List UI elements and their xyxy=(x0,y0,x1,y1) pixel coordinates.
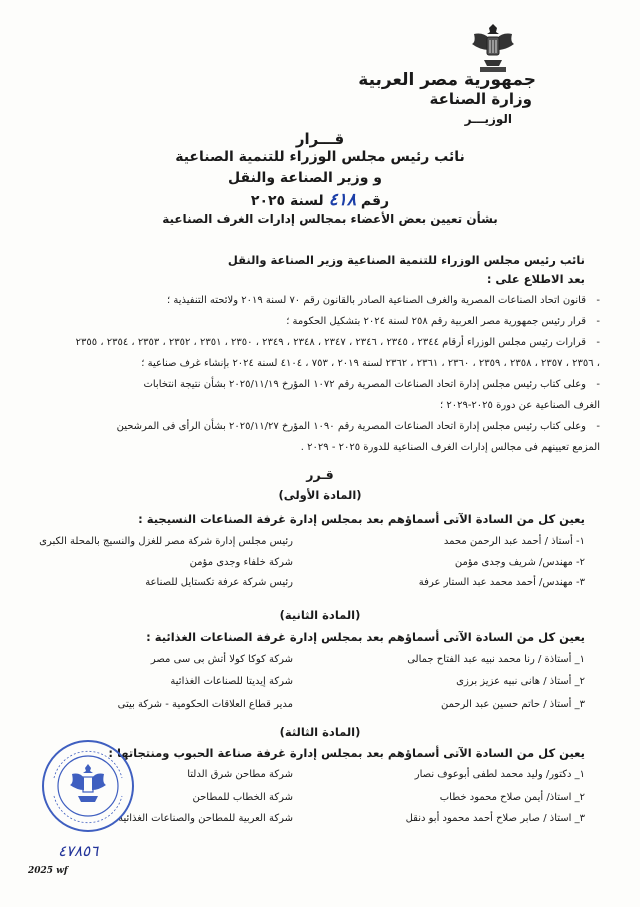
article-2-title: (المادة الثانية) xyxy=(279,608,361,622)
recital-item: -قانون اتحاد الصناعات المصرية والغرف الصناعية الصادر بالقانون رقم ٧٠ لسنة ٢٠١٩ ولائحته التنفيذية ؛ xyxy=(167,295,600,306)
member-name: ١_ دكتور/ وليد محمد لطفى أبوعوف نصار xyxy=(414,769,585,780)
recital-item-continued: المزمع تعيينهم فى مجالس إدارات الغرف الصناعية للدورة ٢٠٢٥ - ٢٠٢٩ . xyxy=(300,442,600,453)
member-name: ٣_ استاذ / صابر صلاح أحمد محمود أبو دنقل xyxy=(405,813,585,824)
ministry-heading: وزارة الصناعة xyxy=(429,90,532,108)
member-org: مدير قطاع العلاقات الحكومية - شركة بيتى xyxy=(117,699,293,710)
ministry-seal-icon xyxy=(40,738,136,834)
member-org: شركة مطاحن شرق الدلتا xyxy=(187,769,293,780)
handwritten-registration-number: ٤٧٨٥٦ xyxy=(58,842,99,860)
member-name: ١- أستاذ / أحمد عبد الرحمن محمد xyxy=(443,536,585,547)
recitals-list xyxy=(40,290,600,458)
footer-code: 2025 wf xyxy=(28,866,68,876)
title-line-2: نائب رئيس مجلس الوزراء للتنمية الصناعية xyxy=(175,149,465,165)
decree-subject: بشأن تعيين بعض الأعضاء بمجالس إدارات الغرف الصناعية xyxy=(162,212,498,226)
number-label: رقم xyxy=(360,193,390,209)
member-org: شركة العربية للمطاحن والصناعات الغذائية xyxy=(118,813,293,824)
recital-item: -قرار رئيس جمهورية مصر العربية رقم ٢٥٨ لسنة ٢٠٢٤ بتشكيل الحكومة ؛ xyxy=(286,316,600,327)
article-3-lead: يعين كل من السادة الآتى أسماؤهم بعد بمجلس إدارة غرفة صناعة الحبوب ومنتجاتها : xyxy=(108,746,585,760)
decree-year: لسنة ٢٠٢٥ xyxy=(250,193,324,209)
member-name: ٢- مهندس/ شريف وجدى مؤمن xyxy=(454,557,585,568)
member-row xyxy=(55,676,585,696)
title-line-3: و وزير الصناعة والنقل xyxy=(228,170,382,186)
recital-item-continued: الغرف الصناعية عن دورة ٢٠٢٥-٢٠٢٩ ؛ xyxy=(439,400,600,411)
article-3-title: (المادة الثالثة) xyxy=(279,725,361,739)
member-name: ٢_ أستاذ / هانى نبيه عزيز برزى xyxy=(456,676,585,687)
article-1-lead: يعين كل من السادة الآتى أسماؤهم بعد بمجلس إدارة غرفة الصناعات النسيجية : xyxy=(138,512,585,526)
member-name: ٢_ استاذ/ أيمن صلاح محمود خطاب xyxy=(439,792,585,803)
member-row xyxy=(55,654,585,674)
member-row xyxy=(55,577,585,597)
member-row xyxy=(39,536,585,556)
article-1-title: (المادة الأولى) xyxy=(278,488,362,502)
member-row xyxy=(55,699,585,719)
recitals-intro: بعد الاطلاع على : xyxy=(486,272,585,286)
issuer-line: نائب رئيس مجلس الوزراء للتنمية الصناعية وزير الصناعة والنقل xyxy=(227,253,585,267)
member-org: شركة الخطاب للمطاحن xyxy=(192,792,293,803)
member-org: رئيس مجلس إدارة شركة مصر للغزل والنسيج بالمحلة الكبرى xyxy=(39,536,293,547)
member-name: ١_ أستاذة / رنا محمد نبيه عبد الفتاح جمالى xyxy=(407,654,585,665)
member-name: ٣- مهندس/ أحمد محمد عبد الستار عرفة xyxy=(418,577,585,588)
member-org: شركة إيديتا للصناعات الغذائية xyxy=(170,676,293,687)
member-org: شركة كوكا كولا أتش بى سى مصر xyxy=(150,654,293,665)
decree-number-line xyxy=(170,190,470,210)
recital-item: -قرارات رئيس مجلس الوزراء أرقام ٢٣٤٤ ، ٢٣٤٥ ، ٢٣٤٦ ، ٢٣٤٧ ، ٢٣٤٨ ، ٢٣٤٩ ، ٢٣٥٠ ، ٢٣٥١ ، ٢٣٥٢ ، ٢٣٥٣ ، ٢٣٥٤ ، ٢٣٥٥ xyxy=(75,337,600,348)
member-org: شركة خلفاء وجدى مؤمن xyxy=(189,557,293,568)
member-org: رئيس شركة عرفة تكستايل للصناعة xyxy=(145,577,293,588)
recital-item-continued: ، ٢٣٥٦ ، ٢٣٥٧ ، ٢٣٥٨ ، ٢٣٥٩ ، ٢٣٦٠ ، ٢٣٦١ ، ٢٣٦٢ لسنة ٢٠١٩ ، ٧٥٣ ، ٤١٠٤ لسنة ٢٠٢٤ بإنشاء غرف صناعية ؛ xyxy=(141,358,600,369)
country-heading: جمهورية مصر العربية xyxy=(358,70,536,90)
decree-title: قـــرار xyxy=(295,130,345,148)
article-2-lead: يعين كل من السادة الآتى أسماؤهم بعد بمجلس إدارة غرفة الصناعات الغذائية : xyxy=(146,630,585,644)
decree-word: قـرر xyxy=(306,467,334,482)
member-name: ٣_ أستاذ / حاتم حسين عبد الرحمن xyxy=(440,699,585,710)
recital-item: -وعلى كتاب رئيس مجلس إدارة اتحاد الصناعات المصرية رقم ١٠٩٠ المؤرخ ٢٠٢٥/١١/٢٧ بشأن الرأى فى المرشحين xyxy=(116,421,600,432)
member-row xyxy=(55,557,585,577)
handwritten-number: ٤١٨ xyxy=(328,190,356,210)
recital-item: -وعلى كتاب رئيس مجلس إدارة اتحاد الصناعات المصرية رقم ١٠٧٢ المؤرخ ٢٠٢٥/١١/١٩ بشأن نتيجة انتخابات xyxy=(143,379,600,390)
eagle-emblem-icon xyxy=(468,20,518,75)
office-heading: الوزيـــر xyxy=(464,112,512,126)
